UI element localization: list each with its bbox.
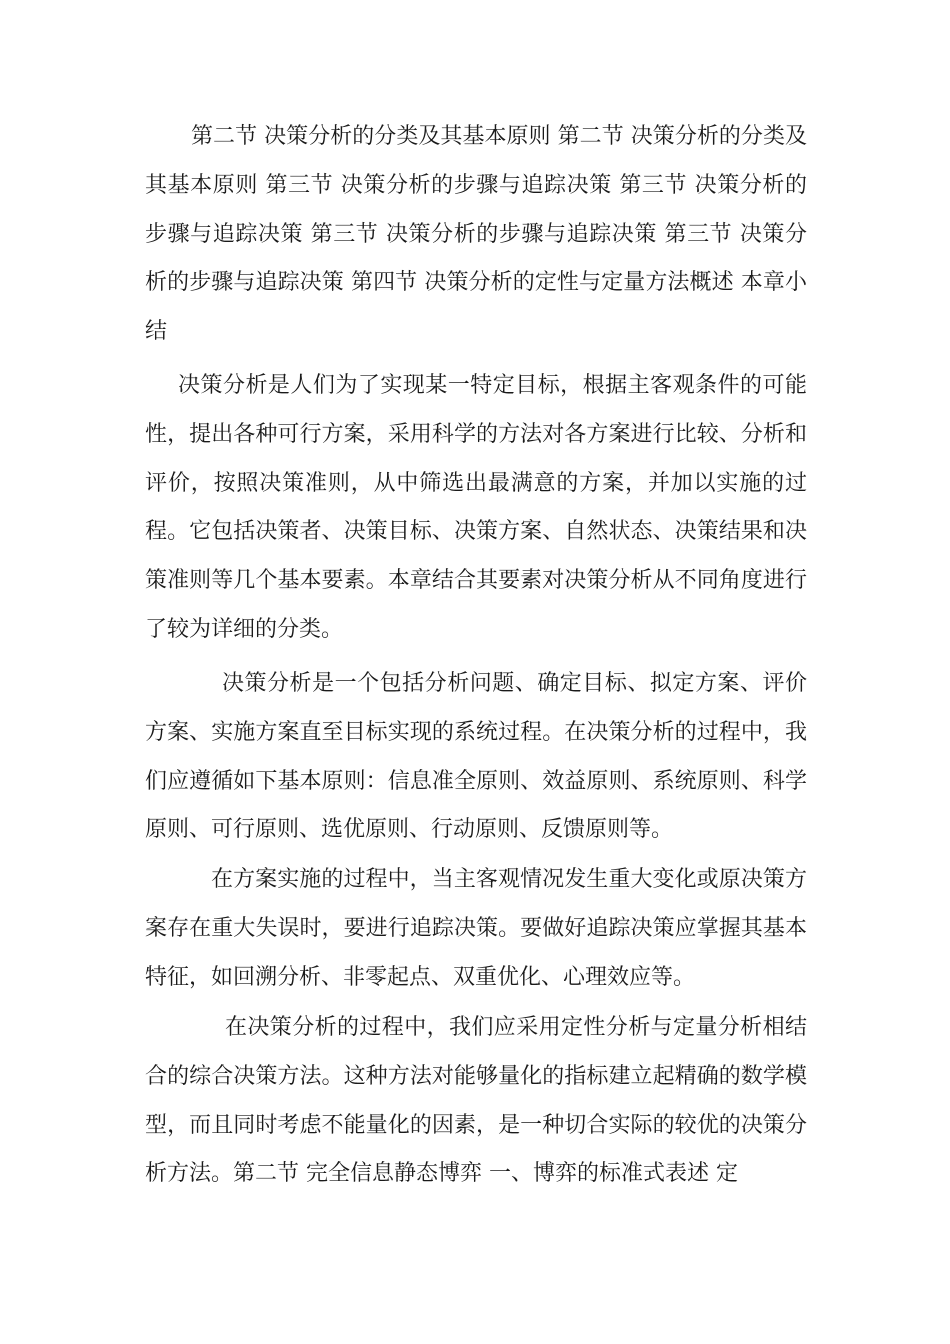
paragraph-definition: 决策分析是人们为了实现某一特定目标，根据主客观条件的可能性，提出各种可行方案，采用科学的方法对各方案进行比较、分析和评价，按照决策准则，从中筛选出最满意的方案，并加以实施的过程。它包括决策者、决策目标、决策方案、自然状态、决策结果和决策准则等几个基本要素。本章结合其要素对决策分析从不同角度进行了较为详细的分类。 [145,373,807,642]
paragraph-tracking-decision: 在方案实施的过程中，当主客观情况发生重大变化或原决策方案存在重大失误时，要进行追踪决策。要做好追踪决策应掌握其基本特征，如回溯分析、非零起点、双重优化、心理效应等。 [145,867,807,990]
paragraph-section-headings: 第二节 决策分析的分类及其基本原则 第二节 决策分析的分类及其基本原则 第三节 决策分析的步骤与追踪决策 第三节 决策分析的步骤与追踪决策 第三节 决策分析的步骤与追踪决策 第三节 决策分析的步骤与追踪决策 第四节 决策分析的定性与定量方法概述 本章小结 [145,124,807,345]
paragraph-methods: 在决策分析的过程中，我们应采用定性分析与定量分析相结合的综合决策方法。这种方法对能够量化的指标建立起精确的数学模型，而且同时考虑不能量化的因素，是一种切合实际的较优的决策分析方法。第二节 完全信息静态博弈 一、博弈的标准式表述 定 [145,1015,807,1187]
paragraph-principles: 决策分析是一个包括分析问题、确定目标、拟定方案、评价方案、实施方案直至目标实现的系统过程。在决策分析的过程中，我们应遵循如下基本原则：信息准全原则、效益原则、系统原则、科学原则、可行原则、选优原则、行动原则、反馈原则等。 [145,671,807,843]
